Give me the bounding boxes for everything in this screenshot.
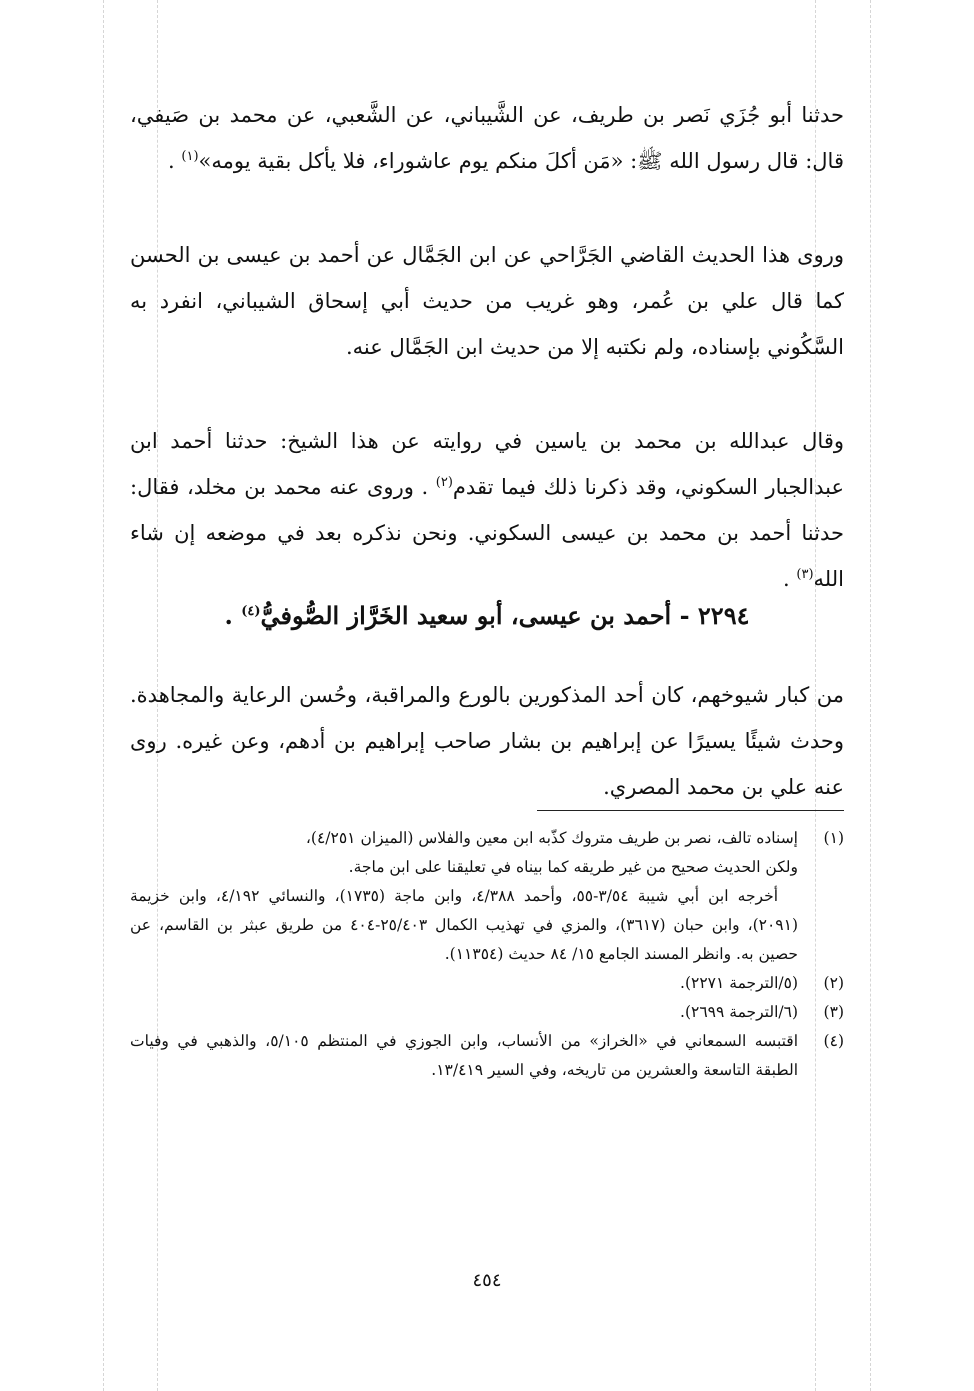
heading-text: ٢٢٩٤ - أحمد بن عيسى، أبو سعيد الخَرَّاز الصُّوفيُّ [260,601,750,630]
footnote-1 [130,824,844,853]
footnote-number: (١) [823,829,844,847]
footnote-text: أخرجه ابن أبي شيبة ٣/٥٤-٥٥، وأحمد ٤/٣٨٨، وابن ماجة (١٧٣٥)، والنسائي ٤/١٩٢، وابن خزيمة (٢٠٩١)، وابن حبان (٣٦١٧)، والمزي في تهذيب الكمال ٢٥/٤٠٣-٤٠٤ من طريق عبثر بن القاسم، عن حصين به. وانظر المسند الجامع ١٥/ ٨٤ حديث (١١٣٥٤). [130,887,799,963]
footnote-number: (٤) [823,1032,844,1050]
footnote-ref[interactable]: (٤) [241,604,261,619]
footnote-4 [130,1027,844,1085]
paragraph-narration [130,232,844,370]
paragraph-narration-2 [130,418,844,602]
footnote-number: (٢) [823,974,844,992]
paragraph-text: وروى هذا الحديث القاضي الجَرَّاحي عن ابن الجَمَّال عن أحمد بن عيسى بن الحسن كما قال علي بن عُمر، وهو غريب من حديث أبي إسحاق الشيباني، انفرد به السَّكُوني بإسناده، ولم نكتبه إلا من حديث ابن الجَمَّال عنه. [130,243,844,359]
punctuation: . [224,601,242,630]
paragraph-text: وقال عبدالله بن محمد بن ياسين في روايته عن هذا الشيخ: حدثنا أحمد ابن عبدالجبار السكوني، وقد ذكرنا ذلك فيما تقدم [130,429,844,499]
punctuation: . [168,149,182,173]
footnote-text: اقتبسه السمعاني في «الخراز» من الأنساب، وابن الجوزي في المنتظم ٥/١٠٥، والذهبي في وفيات الطبقة التاسعة والعشرين من تاريخه، وفي السير ١٣/٤١٩. [130,1032,799,1079]
entry-heading [130,596,844,636]
scan-guide-line [103,0,104,1391]
footnote-ref[interactable]: (٣) [796,567,814,582]
paragraph-text: من كبار شيوخهم، كان أحد المذكورين بالورع والمراقبة، وحُسن الرعاية والمجاهدة. وحدث شيئًا يسيرًا عن إبراهيم بن بشار صاحب إبراهيم بن أدهم، وعن غيره. روى عنه علي بن محمد المصري. [130,683,844,799]
punctuation: . [783,567,797,591]
page-number: ٤٥٤ [472,1270,502,1291]
footnotes-section [130,824,844,1085]
paragraph-biography [130,672,844,810]
scan-guide-line [870,0,871,1391]
paragraph-text: حدثنا أبو جُزَي نَصر بن طريف، عن الشَّيباني، عن الشَّعبي، عن محمد بن صَيفي، قال: قال رسول الله ﷺ: «مَن أكلَ منكم يوم عاشوراء، فلا يأكل بقية يومه» [130,103,844,173]
footnote-text: ولكن الحديث صحيح من غير طريقه كما بيناه في تعليقنا على ابن ماجة. [348,858,798,876]
paragraph-text: . وروى عنه محمد بن مخلد، فقال: حدثنا أحمد بن محمد بن عيسى السكوني. ونحن نذكره بعد في موضعه إن شاء الله [130,475,844,591]
paragraph-hadith-chain [130,92,844,184]
footnote-ref[interactable]: (٢) [435,475,453,490]
footnote-divider [537,810,844,811]
footnote-3 [130,998,844,1027]
footnote-text: (٦/الترجمة ٢٦٩٩). [680,1003,798,1021]
footnote-text: إسناده تالف، نصر بن طريف متروك كذّبه ابن معين والفلاس (الميزان ٤/٢٥١)، [305,829,798,847]
footnote-ref[interactable]: (١) [181,149,199,164]
footnote-number: (٣) [823,1003,844,1021]
footnote-text: (٥/الترجمة ٢٢٧١). [680,974,798,992]
footnote-2 [130,969,844,998]
